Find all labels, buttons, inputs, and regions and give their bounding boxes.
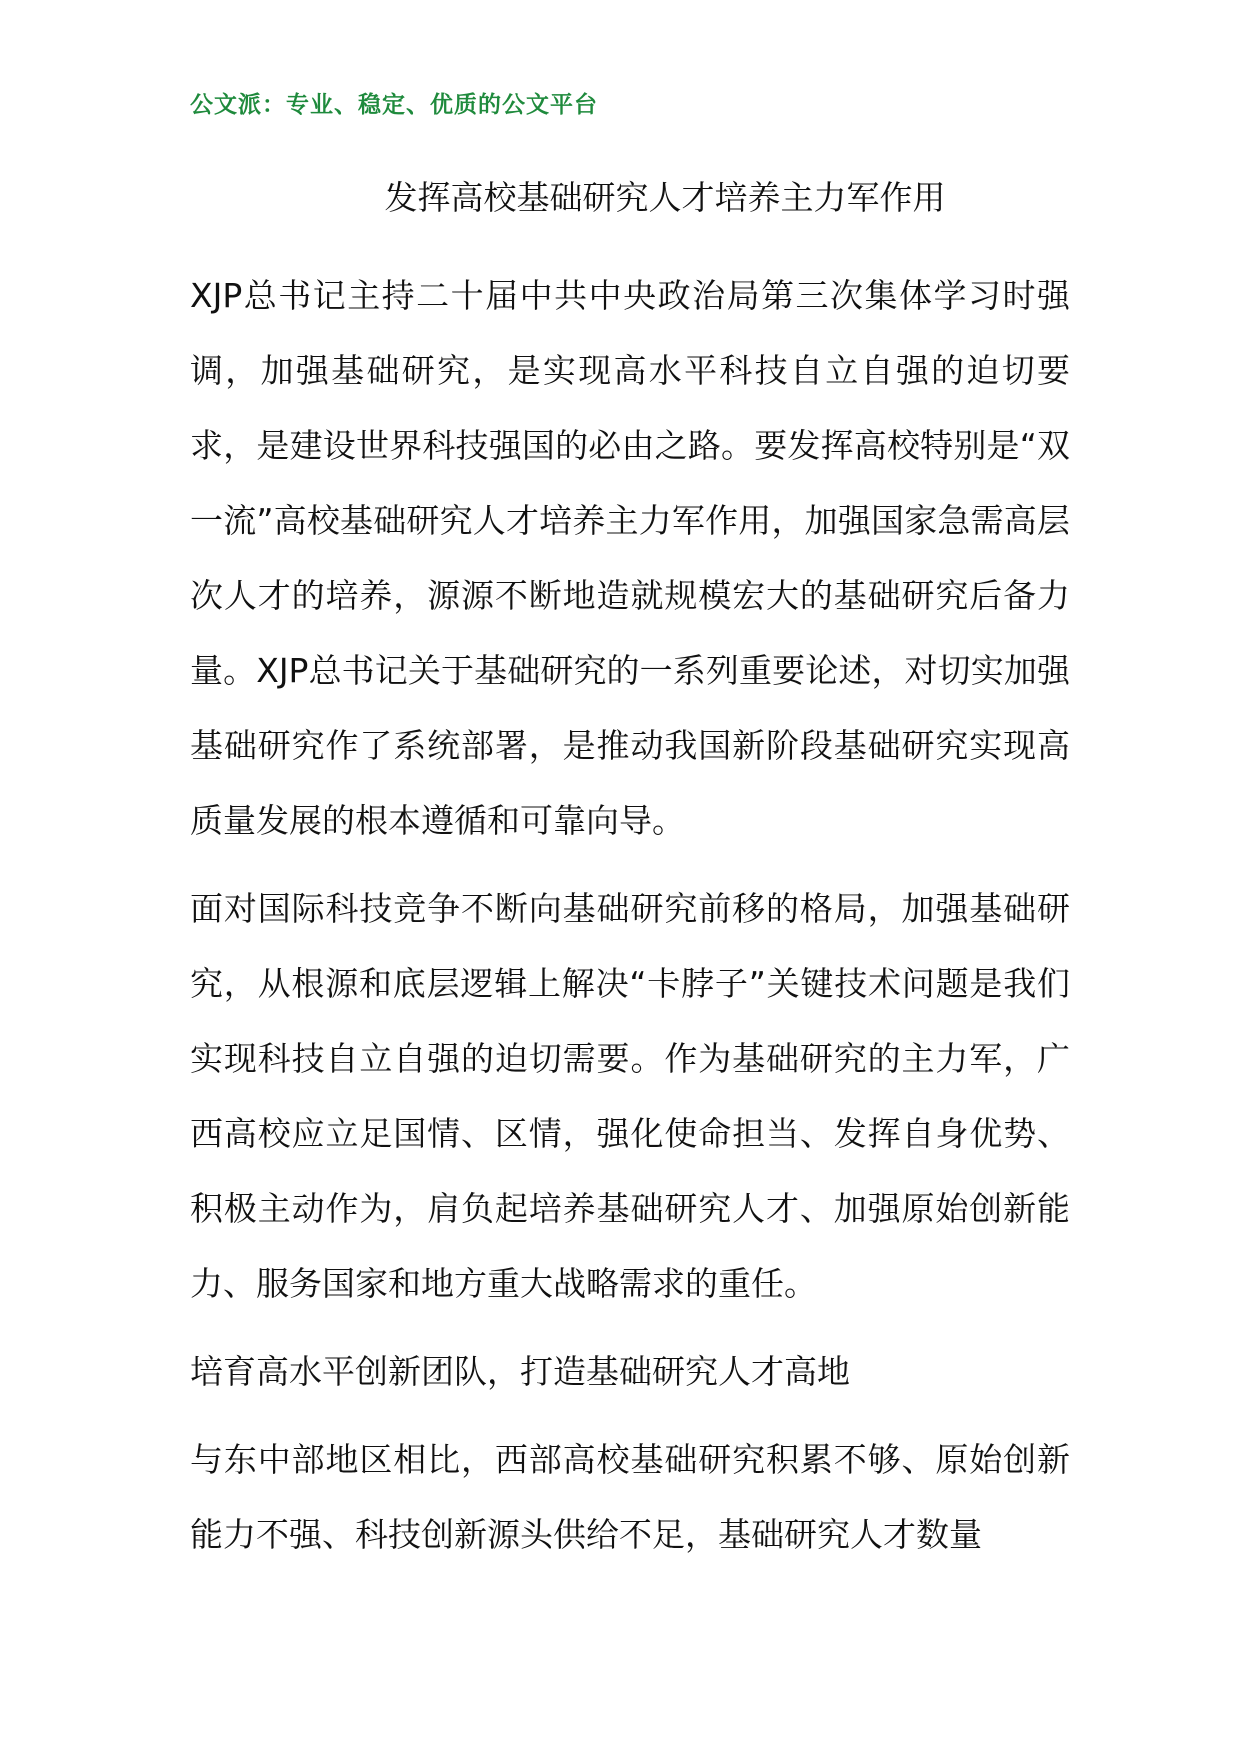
paragraph-3: 与东中部地区相比，西部高校基础研究积累不够、原始创新能力不强、科技创新源头供给不足，基础研究人才数量: [190, 1440, 1070, 1554]
document-body: [190, 258, 1070, 1585]
document-title: 发挥高校基础研究人才培养主力军作用: [384, 178, 946, 217]
section-heading-1: 培育高水平创新团队，打造基础研究人才高地: [190, 1352, 850, 1391]
paragraph-2: 面对国际科技竞争不断向基础研究前移的格局，加强基础研究，从根源和底层逻辑上解决“卡脖子”关键技术问题是我们实现科技自立自强的迫切需要。作为基础研究的主力军，广西高校应立足国情、区情，强化使命担当、发挥自身优势、积极主动作为，肩负起培养基础研究人才、加强原始创新能力、服务国家和地方重大战略需求的重任。: [190, 889, 1070, 1303]
brand-header: 公文派：专业、稳定、优质的公文平台: [190, 91, 598, 118]
paragraph-1: XJP总书记主持二十届中共中央政治局第三次集体学习时强调，加强基础研究，是实现高水平科技自立自强的迫切要求，是建设世界科技强国的必由之路。要发挥高校特别是“双一流”高校基础研究人才培养主力军作用，加强国家急需高层次人才的培养，源源不断地造就规模宏大的基础研究后备力量。XJP总书记关于基础研究的一系列重要论述，对切实加强基础研究作了系统部署，是推动我国新阶段基础研究实现高质量发展的根本遵循和可靠向导。: [190, 276, 1070, 840]
